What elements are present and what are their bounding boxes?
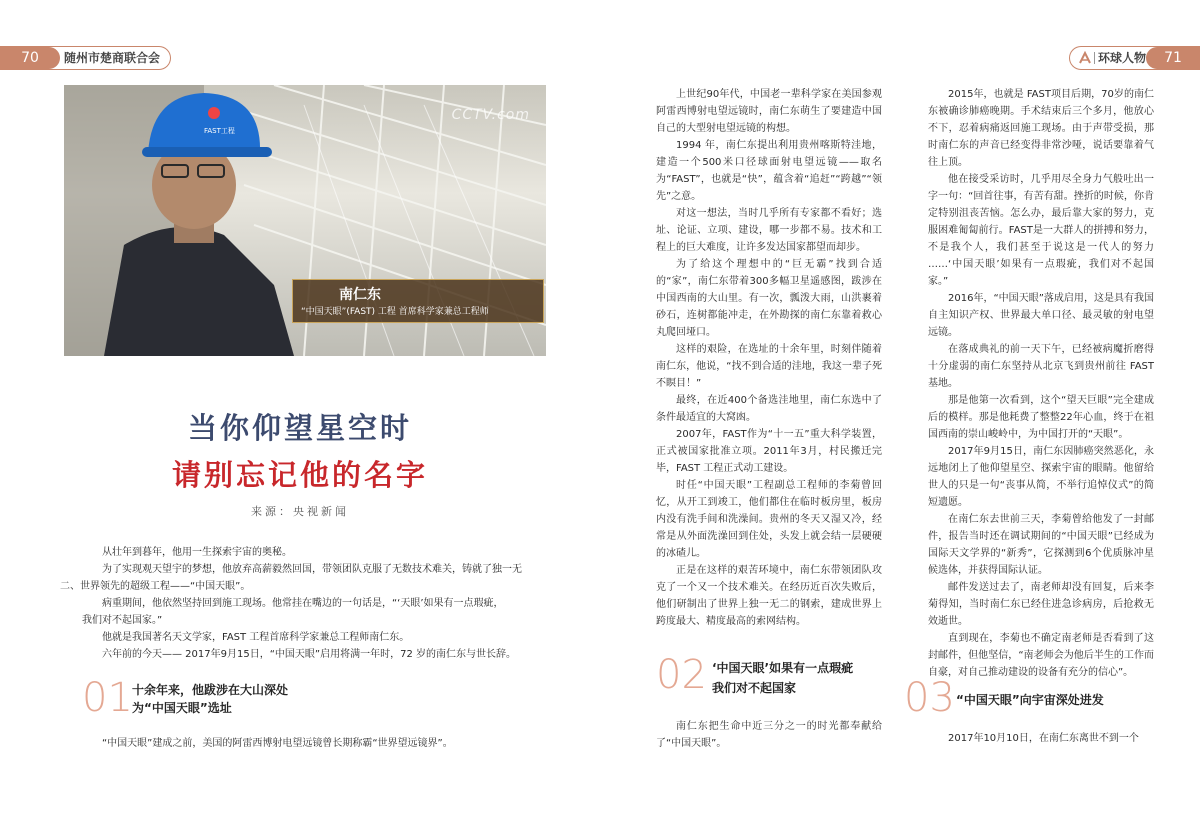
section1-text: “中国天眼”建成之前，美国的阿雷西博射电望远镜曾长期称霸“世界望远镜界”。 xyxy=(102,738,453,749)
right-header-title: 环球人物 xyxy=(1098,51,1147,65)
section1-title-line1: 十余年来，他跋涉在大山深处 xyxy=(132,683,289,697)
article-title-line2: 请别忘记他的名字 xyxy=(171,458,428,492)
paragraph: 2017年9月15日，南仁东因肺癌突然恶化，永远地闭上了他仰望星空、探索宇宙的眼睛。他留给世人的只是一句“丧事从简，不举行追悼仪式”的简短遗愿。 xyxy=(928,446,1154,508)
left-header-title: 随州市楚商联合会 xyxy=(64,51,161,65)
section2-text: 南仁东把生命中近三分之一的时光都奉献给了“中国天眼”。 xyxy=(656,721,882,749)
intro-line: 我们对不起国家。” xyxy=(82,615,163,626)
paragraph: 1994 年，南仁东提出利用贵州喀斯特洼地，建造一个500米口径球面射电望远镜——取名为“FAST”，也就是“快”，蕴含着“追赶”“跨越”“领先”之意。 xyxy=(656,140,882,202)
intro-line: 他就是我国著名天文学家，FAST 工程首席科学家兼总工程师南仁东。 xyxy=(102,632,410,643)
left-page-number: 70 xyxy=(0,47,60,69)
paragraph: 在南仁东去世前三天，李菊曾给他发了一封邮件，报告当时还在调试期间的“中国天眼”已经成为国际天文学界的“新秀”，它探测到6个优质脉冲星候选体，并获得国际认证。 xyxy=(928,514,1154,576)
section2-title-line1: ‘中国天眼’如果有一点瑕疵 xyxy=(712,661,854,675)
section3-title: “中国天眼”向宇宙深处进发 xyxy=(956,693,1104,707)
intro-line: 病重期间，他依然坚持回到施工现场。他常挂在嘴边的一句话是，“‘天眼’如果有一点瑕疵， xyxy=(102,598,504,609)
intro-line: 六年前的今天—— 2017年9月15日，“中国天眼”启用将满一年时，72 岁的南仁东与世长辞。 xyxy=(102,649,516,660)
paragraph: 正是在这样的艰苦环境中，南仁东带领团队攻克了一个又一个技术难关。在经历近百次失败后，他们研制出了世界上独一无二的钢索，建成世界上跨度最大、精度最高的索网结构。 xyxy=(656,565,882,627)
section2-title-line2: 我们对不起国家 xyxy=(712,681,797,695)
article-source: 来源：央视新闻 xyxy=(251,505,349,518)
paragraph: 上世纪90年代，中国老一辈科学家在美国参观阿雷西博射电望远镜时，南仁东萌生了要建造中国自己的大型射电望远镜的构想。 xyxy=(656,89,882,134)
paragraph: 2007年，FAST作为“十一五”重大科学装置，正式被国家批准立项。2011年3月，村民搬迁完毕，FAST 工程正式动工建设。 xyxy=(656,429,882,474)
intro-body xyxy=(60,544,522,663)
helmet-label: FAST工程 xyxy=(204,127,235,135)
section-number-02: 02 xyxy=(656,652,707,698)
paragraph: 邮件发送过去了，南老师却没有回复，后来李菊得知，当时南仁东已经住进急诊病房，后抢救无效逝世。 xyxy=(928,582,1154,627)
paragraph: 对这一想法，当时几乎所有专家都不看好；选址、论证、立项、建设，哪一步都不易。技术和工程上的巨大难度，让许多发达国家都望而却步。 xyxy=(656,208,882,253)
right-page-number: 71 xyxy=(1146,47,1200,69)
paragraph: 为了给这个理想中的“巨无霸”找到合适的“家”，南仁东带着300多幅卫星遥感图，跋涉在中国西南的大山里。有一次，瓢泼大雨，山洪裹着砂石，连树都能冲走，在外勘探的南仁东靠着救心丸爬回垭口。 xyxy=(656,259,882,338)
right-page-header xyxy=(1069,46,1200,70)
intro-line: 从壮年到暮年，他用一生探索宇宙的奥秘。 xyxy=(102,547,292,558)
section-number-03: 03 xyxy=(904,675,955,721)
left-page-header xyxy=(0,46,171,70)
right-page xyxy=(600,0,1200,820)
section3-text: 2017年10月10日，在南仁东离世不到一个 xyxy=(948,733,1139,744)
intro-line: 为了实现观天望宇的梦想，他放弃高薪毅然回国，带领团队克服了无数技术难关，铸就了独一无 xyxy=(102,564,522,575)
photo-caption xyxy=(292,279,544,323)
paragraph: 在落成典礼的前一天下午，已经被病魔折磨得十分虚弱的南仁东坚持从北京飞到贵州前往 FAST 基地。 xyxy=(928,344,1154,389)
paragraph: 直到现在，李菊也不确定南老师是否看到了这封邮件，但他坚信，“南老师会为他后半生的工作而自豪，对自己推动建设的设备有充分的信心”。 xyxy=(928,633,1154,678)
magazine-logo-icon xyxy=(1078,51,1092,65)
section1-title-line2: 为“中国天眼”选址 xyxy=(132,701,232,715)
paragraph: 这样的艰险，在选址的十余年里，时刻伴随着南仁东，他说，“找不到合适的洼地，我这一辈子死不瞑目！” xyxy=(656,344,882,389)
paragraph: 最终，在近400个备选洼地里，南仁东选中了条件最适宜的大窝凼。 xyxy=(656,395,882,423)
caption-role: “中国天眼”(FAST) 工程 首席科学家兼总工程师 xyxy=(301,307,489,317)
paragraph: 他在接受采访时，几乎用尽全身力气般吐出一字一句：“回首往事，有苦有甜。挫折的时候，你肯定特别沮丧苦恼。怎么办，最后靠大家的努力，克服困难匍匐前行。FAST是一大群人的拼搏和努力，不是我个人，我们甚至于说这是一代人的努力 ……‘中国天眼’如果有一点瑕疵，我们对不起国家。” xyxy=(928,174,1154,287)
paragraph: 2016年，“中国天眼”落成启用，这是具有我国自主知识产权、世界最大单口径、最灵敏的射电望远镜。 xyxy=(928,293,1154,338)
section-number-01: 01 xyxy=(82,675,133,721)
paragraph: 2015年，也就是 FAST项目后期，70岁的南仁东被确诊肺癌晚期。手术结束后三个多月，他放心不下，忍着病痛返回施工现场。由于声带受损，那时南仁东的声音已经变得非常沙哑，说话要靠着气往上顶。 xyxy=(928,89,1154,168)
portrait-photo xyxy=(64,85,546,356)
paragraph: 时任“中国天眼”工程副总工程师的李菊曾回忆，从开工到竣工，他们都住在临时板房里，板房内没有洗手间和洗澡间。贵州的冬天又湿又冷，经常是从外面洗澡回到住处，头发上就会结一层硬硬的冰碴儿。 xyxy=(656,480,882,559)
caption-name: 南仁东 xyxy=(339,287,381,303)
header-divider xyxy=(1094,52,1095,64)
intro-line: 二、世界领先的超级工程——“中国天眼”。 xyxy=(60,581,251,592)
cctv-watermark: CCTV.com xyxy=(451,107,530,123)
column-b xyxy=(928,86,1154,681)
article-title-line1: 当你仰望星空时 xyxy=(187,411,412,445)
column-a xyxy=(656,86,882,630)
paragraph: 那是他第一次看到，这个“望天巨眼”完全建成后的模样。那是他耗费了整整22年心血，终于在祖国西南的崇山峻岭中，为中国打开的“天眼”。 xyxy=(928,395,1154,440)
